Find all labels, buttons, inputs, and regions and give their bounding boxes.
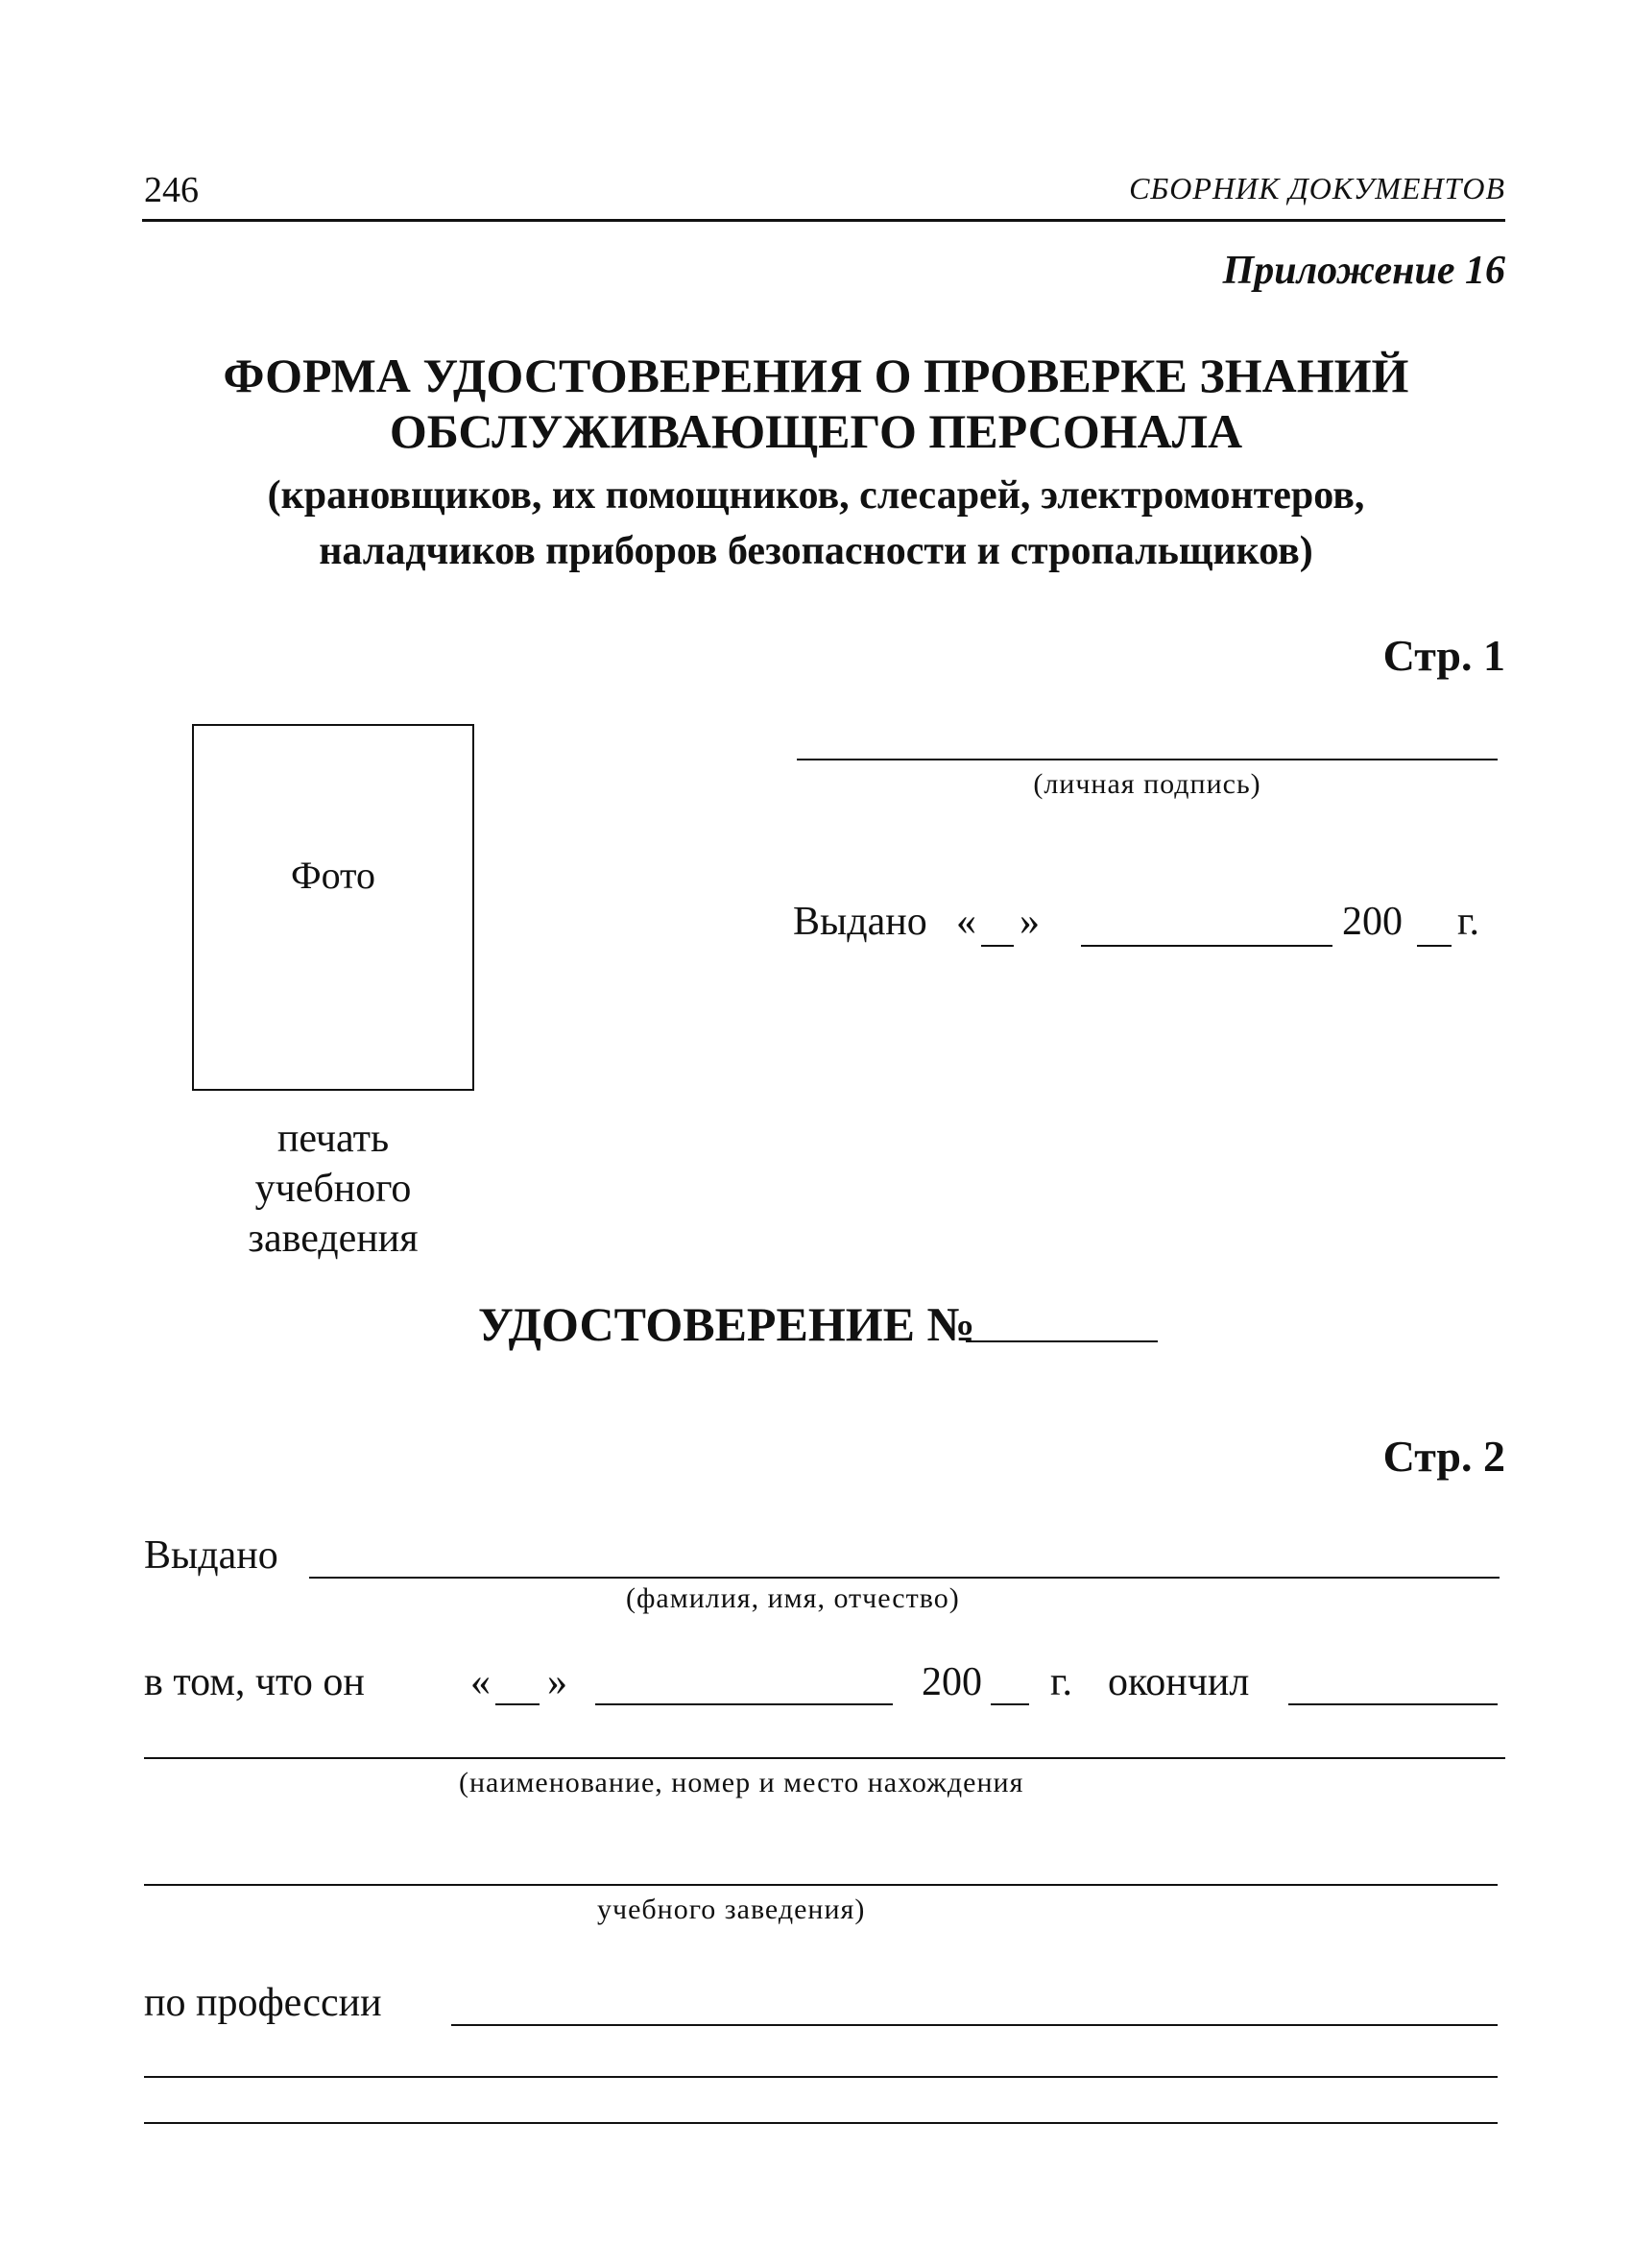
certificate-number-label: УДОСТОВЕРЕНИЕ № bbox=[478, 1297, 975, 1351]
close-quote: » bbox=[1020, 900, 1040, 944]
title-line-1: ФОРМА УДОСТОВЕРЕНИЯ О ПРОВЕРКЕ ЗНАНИЙ bbox=[223, 349, 1409, 402]
profession-line-2 bbox=[144, 2076, 1498, 2078]
stamp-label-line-1: печать bbox=[276, 1117, 390, 1161]
completion-year-prefix: 200 bbox=[922, 1660, 982, 1704]
completion-month-blank bbox=[595, 1703, 893, 1705]
issued-word: Выдано bbox=[793, 900, 927, 944]
signature-caption: (личная подпись) bbox=[1033, 768, 1261, 800]
completion-year-suffix: г. bbox=[1050, 1660, 1072, 1704]
appendix-label: Приложение 16 bbox=[1222, 249, 1505, 293]
institution-caption-1: (наименование, номер и место нахождения bbox=[459, 1767, 1024, 1798]
finished-word: окончил bbox=[1108, 1660, 1250, 1704]
institution-line-2 bbox=[144, 1884, 1498, 1886]
stamp-label-line-2: учебного bbox=[254, 1167, 412, 1211]
finished-blank bbox=[1288, 1703, 1498, 1705]
full-name-caption: (фамилия, имя, отчество) bbox=[626, 1582, 960, 1614]
completion-open-quote: « bbox=[470, 1660, 491, 1704]
open-quote: « bbox=[956, 900, 976, 944]
profession-line-1 bbox=[451, 2024, 1498, 2026]
stamp-label-line-3: заведения bbox=[248, 1217, 419, 1261]
completion-close-quote: » bbox=[547, 1660, 567, 1704]
signature-line bbox=[797, 759, 1498, 760]
issued-to-word: Выдано bbox=[144, 1533, 278, 1578]
running-title: СБОРНИК ДОКУМЕНТОВ bbox=[1129, 171, 1505, 205]
month-blank bbox=[1081, 945, 1332, 947]
profession-line-3 bbox=[144, 2122, 1498, 2124]
year-blank bbox=[1417, 945, 1452, 947]
page-2-label: Стр. 2 bbox=[1382, 1432, 1505, 1481]
photo-frame bbox=[192, 724, 474, 1091]
completion-year-blank bbox=[991, 1703, 1029, 1705]
completion-text: в том, что он bbox=[144, 1660, 365, 1704]
header-rule bbox=[142, 219, 1505, 222]
institution-line-1 bbox=[144, 1757, 1505, 1759]
completion-day-blank bbox=[495, 1703, 540, 1705]
profession-label: по профессии bbox=[144, 1981, 382, 2025]
subtitle-line-1: (крановщиков, их помощников, слесарей, электромонтеров, bbox=[267, 473, 1365, 518]
year-suffix: г. bbox=[1457, 900, 1479, 944]
photo-label: Фото bbox=[290, 854, 376, 897]
subtitle-line-2: наладчиков приборов безопасности и стропальщиков) bbox=[319, 529, 1313, 573]
year-prefix: 200 bbox=[1342, 900, 1403, 944]
institution-caption-2: учебного заведения) bbox=[597, 1894, 866, 1925]
full-name-line bbox=[309, 1577, 1500, 1579]
page-1-label: Стр. 1 bbox=[1382, 631, 1505, 680]
page-number: 246 bbox=[144, 170, 199, 210]
title-line-2: ОБСЛУЖИВАЮЩЕГО ПЕРСОНАЛА bbox=[389, 404, 1243, 458]
certificate-number-blank bbox=[966, 1340, 1158, 1342]
day-blank bbox=[981, 945, 1014, 947]
